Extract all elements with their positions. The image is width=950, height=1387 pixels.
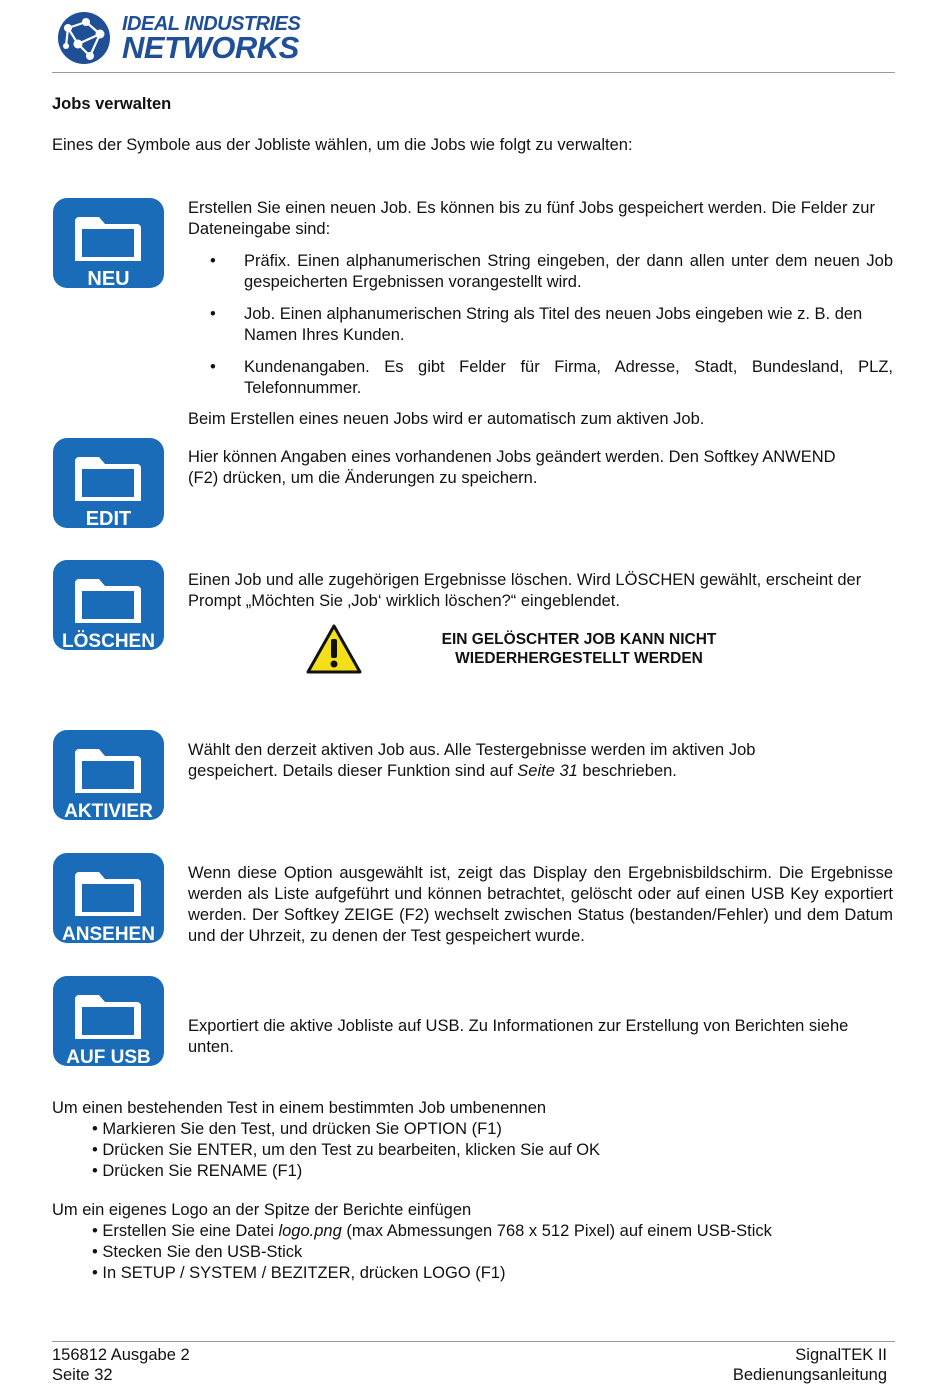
edit-text: Hier können Angaben eines vorhandenen Jobs geändert werden. Den Softkey ANWEND (F2) drücken, um die Änderungen zu speichern. (188, 448, 836, 487)
warning-line2: WIEDERHERGESTELLT WERDEN (455, 650, 703, 667)
warning-triangle-icon (306, 624, 362, 674)
list-item: • Erstellen Sie eine Datei logo.png (max Abmessungen 768 x 512 Pixel) auf einem USB-Stick (92, 1222, 772, 1240)
brand-logo (56, 10, 306, 68)
neu-field-list (188, 251, 893, 399)
section-title: Jobs verwalten (52, 95, 172, 113)
edit-folder-icon (52, 437, 165, 529)
warning-message (420, 630, 738, 668)
manual-type: Bedienungsanleitung (732, 1366, 887, 1384)
globe-logo-icon (56, 10, 112, 66)
file-name: logo.png (278, 1222, 342, 1240)
warning-line1: EIN GELÖSCHTER JOB KANN NICHT (441, 631, 717, 648)
ansehen-folder-icon (52, 852, 165, 944)
rename-title: Um einen bestehenden Test in einem bestimmten Job umbenennen (52, 1099, 547, 1117)
list-item: • Präfix. Einen alphanumerischen String eingeben, der dann allen unter dem neuen Job gespeicherten Ergebnissen vorangestellt wird. (210, 252, 893, 291)
footer-right (733, 1345, 887, 1385)
neu-description (188, 198, 893, 430)
intro-text: Eines der Symbole aus der Jobliste wählen, um die Jobs wie folgt zu verwalten: (52, 136, 633, 154)
page-reference: Seite 31 (517, 762, 578, 780)
list-item: • Drücken Sie ENTER, um den Test zu bearbeiten, klicken Sie auf OK (92, 1141, 601, 1159)
aktivier-text: Wählt den derzeit aktiven Job aus. Alle Testergebnisse werden im aktiven Job gespeichert. Details dieser Funktion sind auf Seite 31 beschrieben. (188, 741, 756, 780)
ansehen-text: Wenn diese Option ausgewählt ist, zeigt das Display den Ergebnisbildschirm. Die Ergebnisse werden als Liste aufgeführt und können betrachtet, gelöscht oder auf einen USB Key exportiert werden. Der Softkey ZEIGE (F2) wechselt zwischen Status (bestanden/Fehler) und dem Datum und der Uhrzeit, zu denen der Test gespeichert wurde. (188, 864, 893, 945)
logo-title: Um ein eigenes Logo an der Spitze der Berichte einfügen (52, 1201, 472, 1219)
header-rule (52, 72, 895, 73)
list-item: • Stecken Sie den USB-Stick (92, 1243, 303, 1261)
footer-left (52, 1345, 190, 1385)
document-number: 156812 Ausgabe 2 (52, 1346, 190, 1364)
list-item: • Job. Einen alphanumerischen String als Titel des neuen Jobs eingeben wie z. B. den Namen Ihres Kunden. (210, 305, 863, 344)
list-item: • Drücken Sie RENAME (F1) (92, 1162, 303, 1180)
list-item: • Markieren Sie den Test, und drücken Sie OPTION (F1) (92, 1120, 502, 1138)
aufusb-folder-icon (52, 975, 165, 1067)
aufusb-text: Exportiert die aktive Jobliste auf USB. Zu Informationen zur Erstellung von Berichten siehe unten. (188, 1017, 849, 1056)
loeschen-folder-icon (52, 559, 165, 651)
brand-line1: IDEAL INDUSTRIES (122, 13, 301, 35)
neu-folder-icon (52, 197, 165, 289)
neu-icon-label: NEU (87, 268, 130, 289)
page-number: Seite 32 (52, 1366, 113, 1384)
list-item: • Kundenangaben. Es gibt Felder für Firma, Adresse, Stadt, Bundesland, PLZ, Telefonnummer. (210, 358, 893, 397)
aufusb-icon-label: AUF USB (66, 1047, 151, 1067)
footer-rule (52, 1341, 895, 1342)
ansehen-icon-label: ANSEHEN (62, 924, 155, 944)
loeschen-text: Einen Job und alle zugehörigen Ergebnisse löschen. Wird LÖSCHEN gewählt, erscheint der Prompt „Möchten Sie ‚Job‘ wirklich löschen?“ eingeblendet. (188, 571, 862, 610)
brand-line2: NETWORKS (122, 30, 299, 65)
product-name: SignalTEK II (795, 1346, 887, 1364)
edit-icon-label: EDIT (85, 508, 132, 529)
neu-note: Beim Erstellen eines neuen Jobs wird er automatisch zum aktiven Job. (188, 410, 705, 428)
aktivier-icon-label: AKTIVIER (64, 801, 153, 821)
logo-instructions (52, 1200, 892, 1284)
neu-text: Erstellen Sie einen neuen Job. Es können bis zu fünf Jobs gespeichert werden. Die Felder zur Dateneingabe sind: (188, 199, 875, 238)
loeschen-icon-label: LÖSCHEN (62, 631, 155, 651)
aktivier-folder-icon (52, 729, 165, 821)
rename-instructions (52, 1098, 892, 1182)
list-item: • In SETUP / SYSTEM / BEZITZER, drücken LOGO (F1) (92, 1264, 506, 1282)
